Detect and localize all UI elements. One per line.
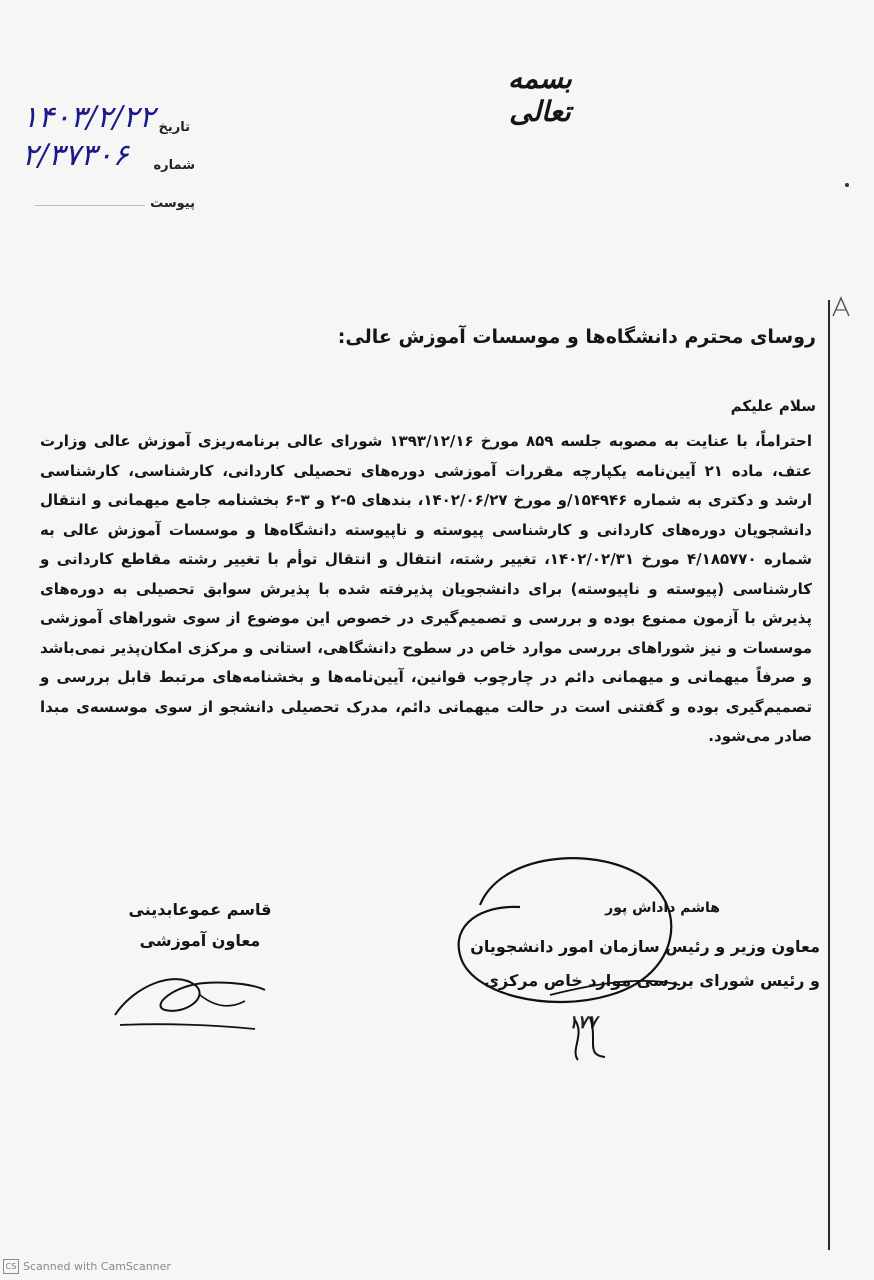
right-margin-rule [828, 300, 830, 1250]
signatory-name-right: هاشم داداش پور [605, 900, 720, 916]
signature-block-left [100, 900, 300, 950]
watermark-text: Scanned with CamScanner [23, 1259, 171, 1273]
signatory-role-right-2: و رئیس شورای بررسی موارد خاص مرکزی [484, 971, 820, 990]
handwritten-number: ۱۷۷ [568, 1012, 598, 1033]
greeting: سلام علیکم [730, 397, 816, 415]
camscanner-logo-icon: CS [3, 1259, 19, 1274]
signature-left-icon [105, 965, 275, 1040]
number-value: ۲/۳۷۳۰۶ [22, 138, 129, 173]
signature-right-icon [440, 845, 710, 1065]
date-value: ۱۴۰۳/۲/۲۲ [22, 100, 156, 135]
letter-body: احتراماً، با عنایت به مصوبه جلسه ۸۵۹ مورخ ۱۳۹۳/۱۲/۱۶ شورای عالی برنامه‌ریزی آموزش عالی وزارت عتف، ماده ۲۱ آیین‌نامه یکپارچه مقررات آموزشی دوره‌های تحصیلی کاردانی، کارشناسی، کارشناسی ارشد و دکتری به شماره ۱۵۴۹۴۶/و مورخ ۱۴۰۲/۰۶/۲۷، بندهای ۵-۲ و ۳-۶ بخشنامه جامع میهمانی و انتقال دانشجویان دوره‌های کاردانی و کارشناسی پیوسته و ناپیوسته دانشگاه‌ها و موسسات آموزش عالی به شماره ۴/۱۸۵۷۷۰ مورخ ۱۴۰۲/۰۲/۳۱، تغییر رشته، انتقال و انتقال توأم با تغییر رشته مقاطع کاردانی و کارشناسی (پیوسته و ناپیوسته) برای دانشجویان پذیرفته شده با پذیرش سوابق تحصیلی به دوره‌های پذیرش با آزمون ممنوع بوده و بررسی و تصمیم‌گیری در خصوص این موضوع از سوی شوراهای آموزشی موسسات و نیز شوراهای بررسی موارد خاص در سطوح دانشگاهی، استانی و مرکزی امکان‌پذیر نمی‌باشد و صرفاً میهمانی و میهمانی دائم در چارچوب قوانین، آیین‌نامه‌ها و بخشنامه‌های مرتبط قابل بررسی و تصمیم‌گیری بوده و گفتنی است در حالت میهمانی دائم، مدرک تحصیلی دانشجو از سوی موسسه‌ی مبدا صادر می‌شود. [40, 432, 813, 745]
attachment-line [35, 205, 145, 206]
number-label: شماره [153, 158, 195, 173]
camscanner-watermark [3, 1256, 171, 1276]
signatory-role-left: معاون آموزشی [139, 931, 261, 950]
signatory-role-right-1: معاون وزیر و رئیس سازمان امور دانشجویان [470, 937, 820, 956]
attachment-label: پیوست [150, 196, 195, 211]
addressee: روسای محترم دانشگاه‌ها و موسسات آموزش عالی: [337, 326, 816, 348]
date-label: تاریخ [158, 120, 190, 135]
corner-mark-icon [831, 296, 851, 318]
signatory-name-left: قاسم عموعابدینی [128, 900, 272, 919]
header-bismillah: بسمه تعالی [508, 62, 572, 128]
scan-dot [845, 183, 849, 187]
